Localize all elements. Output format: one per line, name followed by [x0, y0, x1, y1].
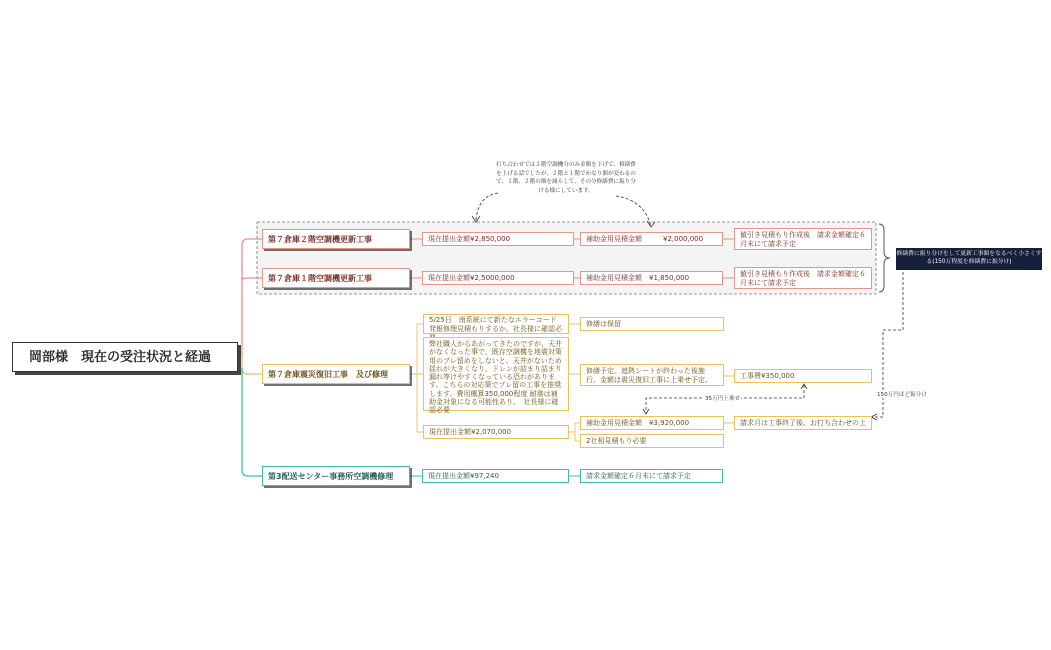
- b1-subsidy[interactable]: 補助金用見積金額 ¥2,000,000: [580, 232, 723, 246]
- connector-b4: [242, 368, 262, 476]
- branch-b4-title[interactable]: 第3配送センター事務所空調機修理: [262, 466, 410, 486]
- label-35: 35万円上乗せ: [705, 396, 741, 402]
- branch-b2-title[interactable]: 第７倉庫１階空調機更新工事: [262, 268, 410, 288]
- b3-subsidy[interactable]: 補助金用見積金額 ¥3,920,000: [580, 416, 724, 430]
- group-bracket: [879, 224, 890, 292]
- root-topic[interactable]: 岡部様 現在の受注状況と経過: [12, 342, 238, 372]
- b3-item2-result[interactable]: 修繕予定。遮熱シートが終わった後施行。金額は震災復旧工事に上乗せ予定。: [580, 364, 724, 386]
- b1-status[interactable]: 値引き見積もり作成後 請求金額確定６月末にて請求予定: [734, 228, 872, 250]
- b3-other-quote[interactable]: 2社相見積もり必要: [580, 434, 724, 448]
- b2-status[interactable]: 値引き見積もり作成後 請求金額確定６月末にて請求予定: [734, 267, 872, 289]
- b2-amount[interactable]: 現在提出金額¥2,5000,000: [422, 271, 574, 285]
- b4-amount[interactable]: 現在提出金額¥97,240: [422, 469, 569, 483]
- b1-amount[interactable]: 現在提出金額¥2,850,000: [422, 232, 574, 246]
- branch-b3-title[interactable]: 第７倉庫震災復旧工事 及び修理: [262, 364, 410, 384]
- b3-item1[interactable]: 5/25日 南系統にて新たなエラーコード発報修理見積もりするか、社長様に確認必: [423, 314, 569, 334]
- top-note: 打ち合わせでは２階空調機分のみ金額を下げて、修繕費を上げる話でしたが、２階と１階でかなり額が変わるので、１階、２階の額を減らして、その分修繕費に振り分ける様にしています。: [496, 162, 636, 194]
- connector-b3: [242, 357, 262, 374]
- b3-item1-result[interactable]: 修繕は保留: [580, 317, 724, 331]
- note-arrow-left: [476, 193, 498, 220]
- branch-b1-title[interactable]: 第７倉庫２階空調機更新工事: [262, 229, 410, 249]
- side-note: 修繕費に振り分けをして更新工事額をなるべく小さくする(150万程度を修繕費に振分け): [896, 248, 1042, 270]
- b2-subsidy[interactable]: 補助金用見積金額 ¥1,850,000: [580, 271, 723, 285]
- chain-b3-fork: [410, 324, 423, 432]
- b3-amount[interactable]: 現在提出金額¥2,070,000: [423, 425, 569, 439]
- b3-billing[interactable]: 請求月は工事終了後、お打ち合わせの上: [734, 416, 872, 430]
- b3-item2[interactable]: 弊社職人からあがってきたのですが、天井がなくなった事で、既存空調機を地震対策用のブレ留めをしないと、天井がないため揺れが大きくなり、ドレンが詰まり詰まり漏れ等けやすくなっている恐れがあります。こちらの対応策でブレ留の工事を推奨します。費用概算350,000程度 耐震は補助金対象になる可能性あり。 社長様に確認必要: [423, 337, 569, 411]
- b4-billing[interactable]: 請求金額確定６月末にて請求予定: [580, 469, 723, 483]
- label-150: 150万円ほど振分け: [877, 392, 927, 398]
- note-arrow-right: [616, 196, 651, 226]
- b3-construction-cost[interactable]: 工事費¥350,000: [734, 369, 872, 383]
